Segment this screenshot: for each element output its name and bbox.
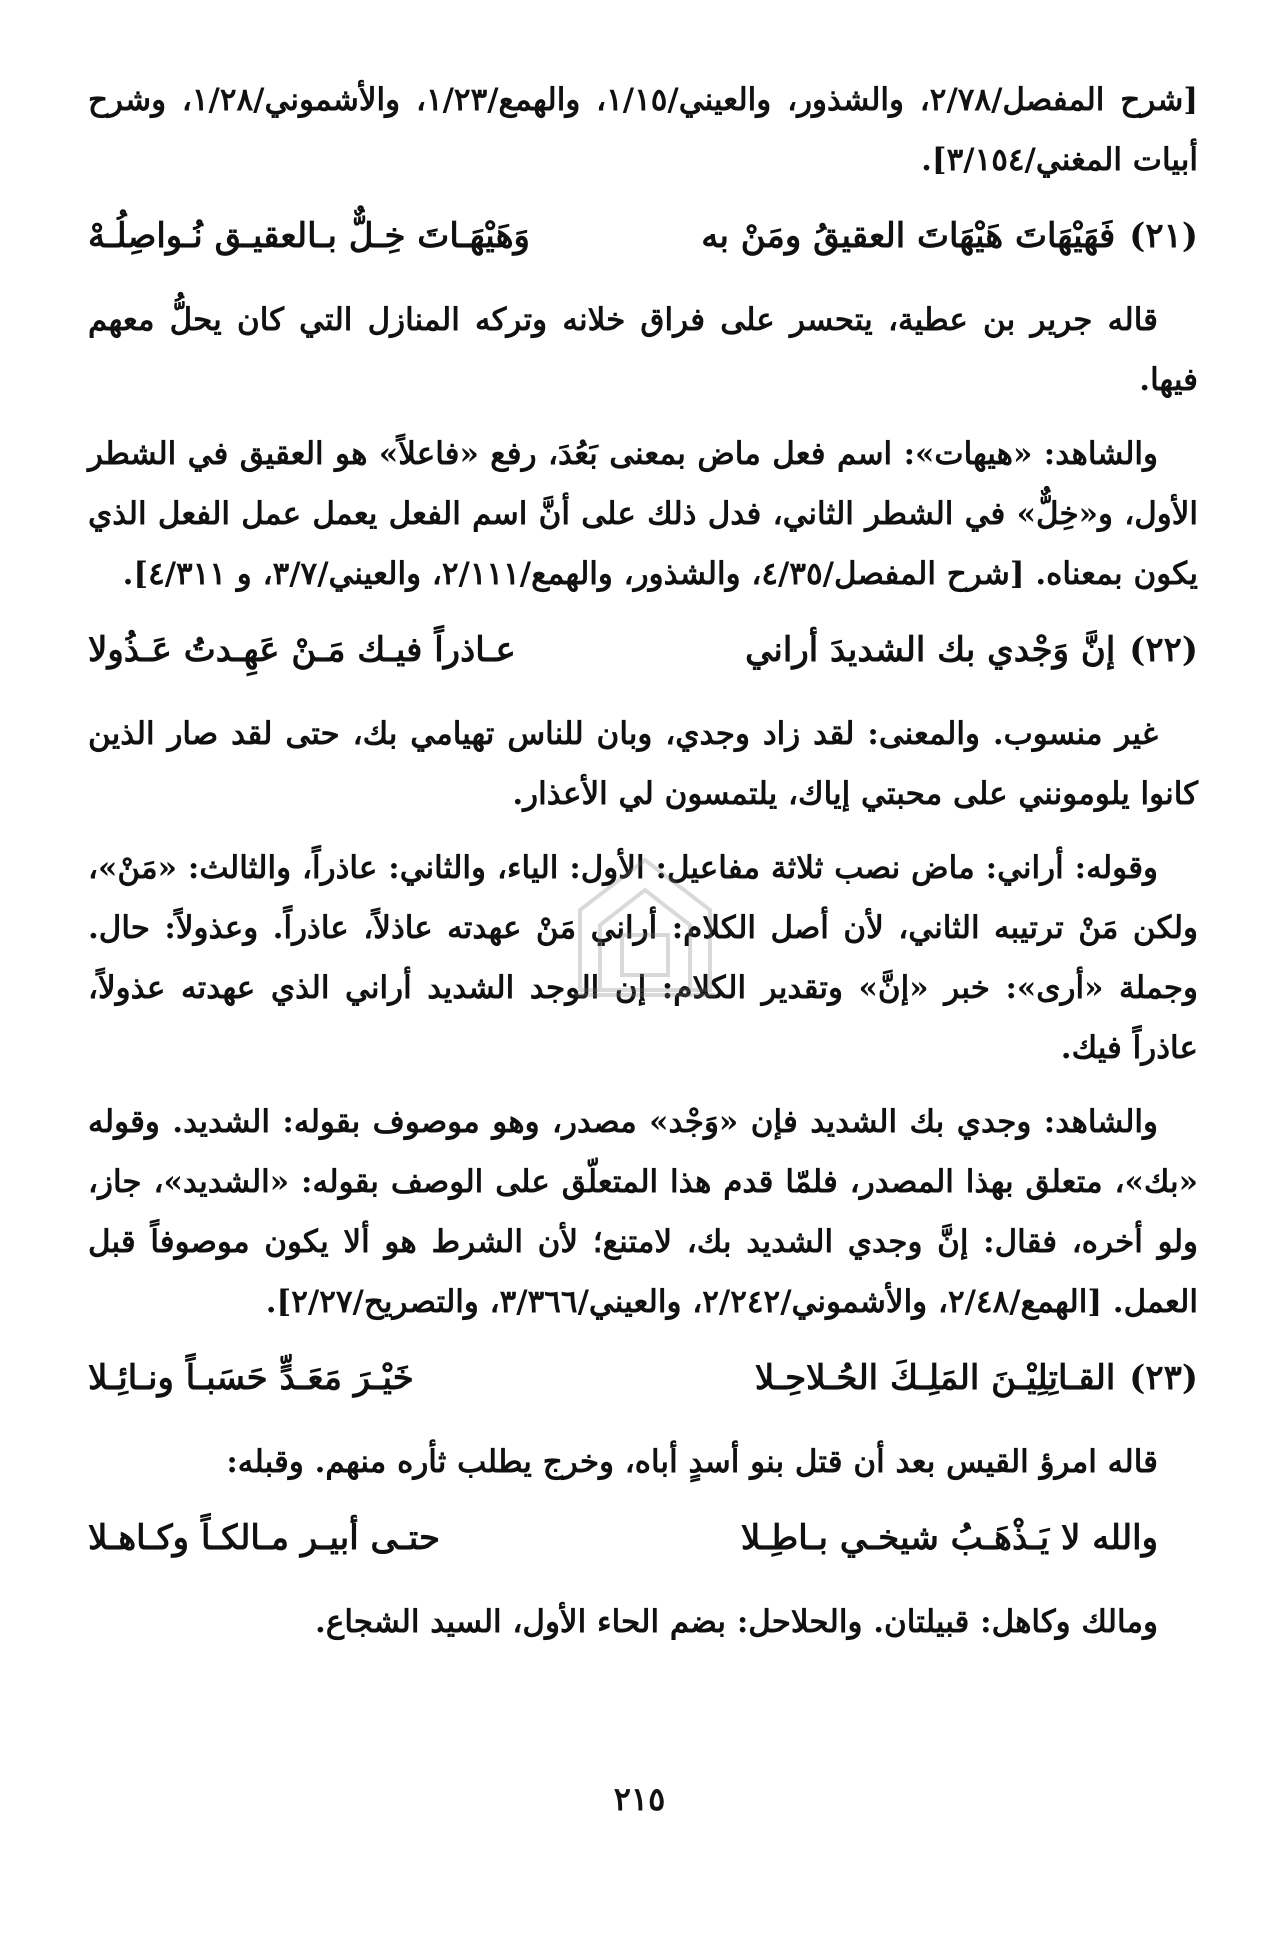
verse-hemistich-second: وَهَيْهَـاتَ خِـلٌّ بـالعقيـق نُـواصِلُـهْ <box>88 216 530 256</box>
page-content <box>88 70 1198 1666</box>
verse-number: (٢٢) <box>1129 630 1198 670</box>
verse-23-preceding <box>88 1506 1198 1570</box>
verse-hemistich-first: فَهَيْهَاتَ هَيْهَاتَ العقيقُ ومَنْ به <box>701 216 1116 256</box>
verse-hemistich-first: والله لا يَـذْهَـبُ شيخـي بـاطِـلا <box>740 1518 1158 1558</box>
context-paragraph: قاله جرير بن عطية، يتحسر على فراق خلانه وتركه المنازل التي كان يحلُّ معهم فيها. <box>88 302 1198 398</box>
note-paragraph: ومالك وكاهل: قبيلتان. والحلاحل: بضم الحاء الأول، السيد الشجاع. <box>315 1604 1158 1640</box>
verse-hemistich-second: عـاذراً فيـك مَـنْ عَهِـدتُ عَـذُولا <box>88 630 516 670</box>
evidence-paragraph: والشاهد: «هيهات»: اسم فعل ماض بمعنى بَعُدَ، رفع «فاعلاً» هو العقيق في الشطر الأول، و«خِلٌّ» في الشطر الثاني، فدل ذلك على أنَّ اسم الفعل يعمل عمل الفعل الذي يكون بمعناه. [شرح المفصل/٤/٣٥، والشذور، والهمع/٢/١١١، والعيني/٣/٧، و ٤/٣١١]. <box>88 436 1198 592</box>
meaning-paragraph: غير منسوب. والمعنى: لقد زاد وجدي، وبان للناس تهيامي بك، حتى لقد صار الذين كانوا يلومونني على محبتي إياك، يلتمسون لي الأعذار. <box>88 716 1198 812</box>
verse-hemistich-second: حتـى أبيـر مـالكـاً وكـاهـلا <box>88 1518 441 1558</box>
reference-paragraph: [شرح المفصل/٢/٧٨، والشذور، والعيني/١/١٥، والهمع/١/٢٣، والأشموني/١/٢٨، وشرح أبيات المغني/٣/١٥٤]. <box>88 82 1198 178</box>
context-paragraph: قاله امرؤ القيس بعد أن قتل بنو أسدٍ أباه، وخرج يطلب ثأره منهم. وقبله: <box>226 1444 1158 1480</box>
verse-hemistich-first: إنَّ وَجْدي بك الشديدَ أراني <box>745 630 1116 670</box>
verse-23 <box>88 1346 1198 1410</box>
page-number: ٢١٥ <box>613 1780 666 1818</box>
verse-21 <box>88 204 1198 268</box>
verse-22 <box>88 618 1198 682</box>
verse-hemistich-first: القـاتِلِيْـنَ المَلِـكَ الحُـلاحِـلا <box>754 1358 1116 1398</box>
evidence-paragraph: والشاهد: وجدي بك الشديد فإن «وَجْد» مصدر، وهو موصوف بقوله: الشديد. وقوله «بك»، متعلق بهذا المصدر، فلمّا قدم هذا المتعلّق على الوصف بقوله: «الشديد»، جاز، ولو أخره، فقال: إنَّ وجدي الشديد بك، لامتنع؛ لأن الشرط هو ألا يكون موصوفاً قبل العمل. [الهمع/٢/٤٨، والأشموني/٢/٢٤٢، والعيني/٣/٣٦٦، والتصريح/٢/٢٧]. <box>88 1104 1198 1320</box>
verse-number: (٢١) <box>1129 216 1198 256</box>
verse-number: (٢٣) <box>1129 1358 1198 1398</box>
verse-hemistich-second: خَيْـرَ مَعَـدٍّ حَسَبـاً ونـائِـلا <box>88 1358 414 1398</box>
grammar-paragraph: وقوله: أراني: ماض نصب ثلاثة مفاعيل: الأول: الياء، والثاني: عاذراً، والثالث: «مَنْ»، ولكن مَنْ ترتيبه الثاني، لأن أصل الكلام: أراني مَنْ عهدته عاذلاً، عاذراً. وعذولاً: حال. وجملة «أرى»: خبر «إنَّ» وتقدير الكلام: إن الوجد الشديد أراني الذي عهدته عذولاً، عاذراً فيك. <box>88 850 1198 1066</box>
